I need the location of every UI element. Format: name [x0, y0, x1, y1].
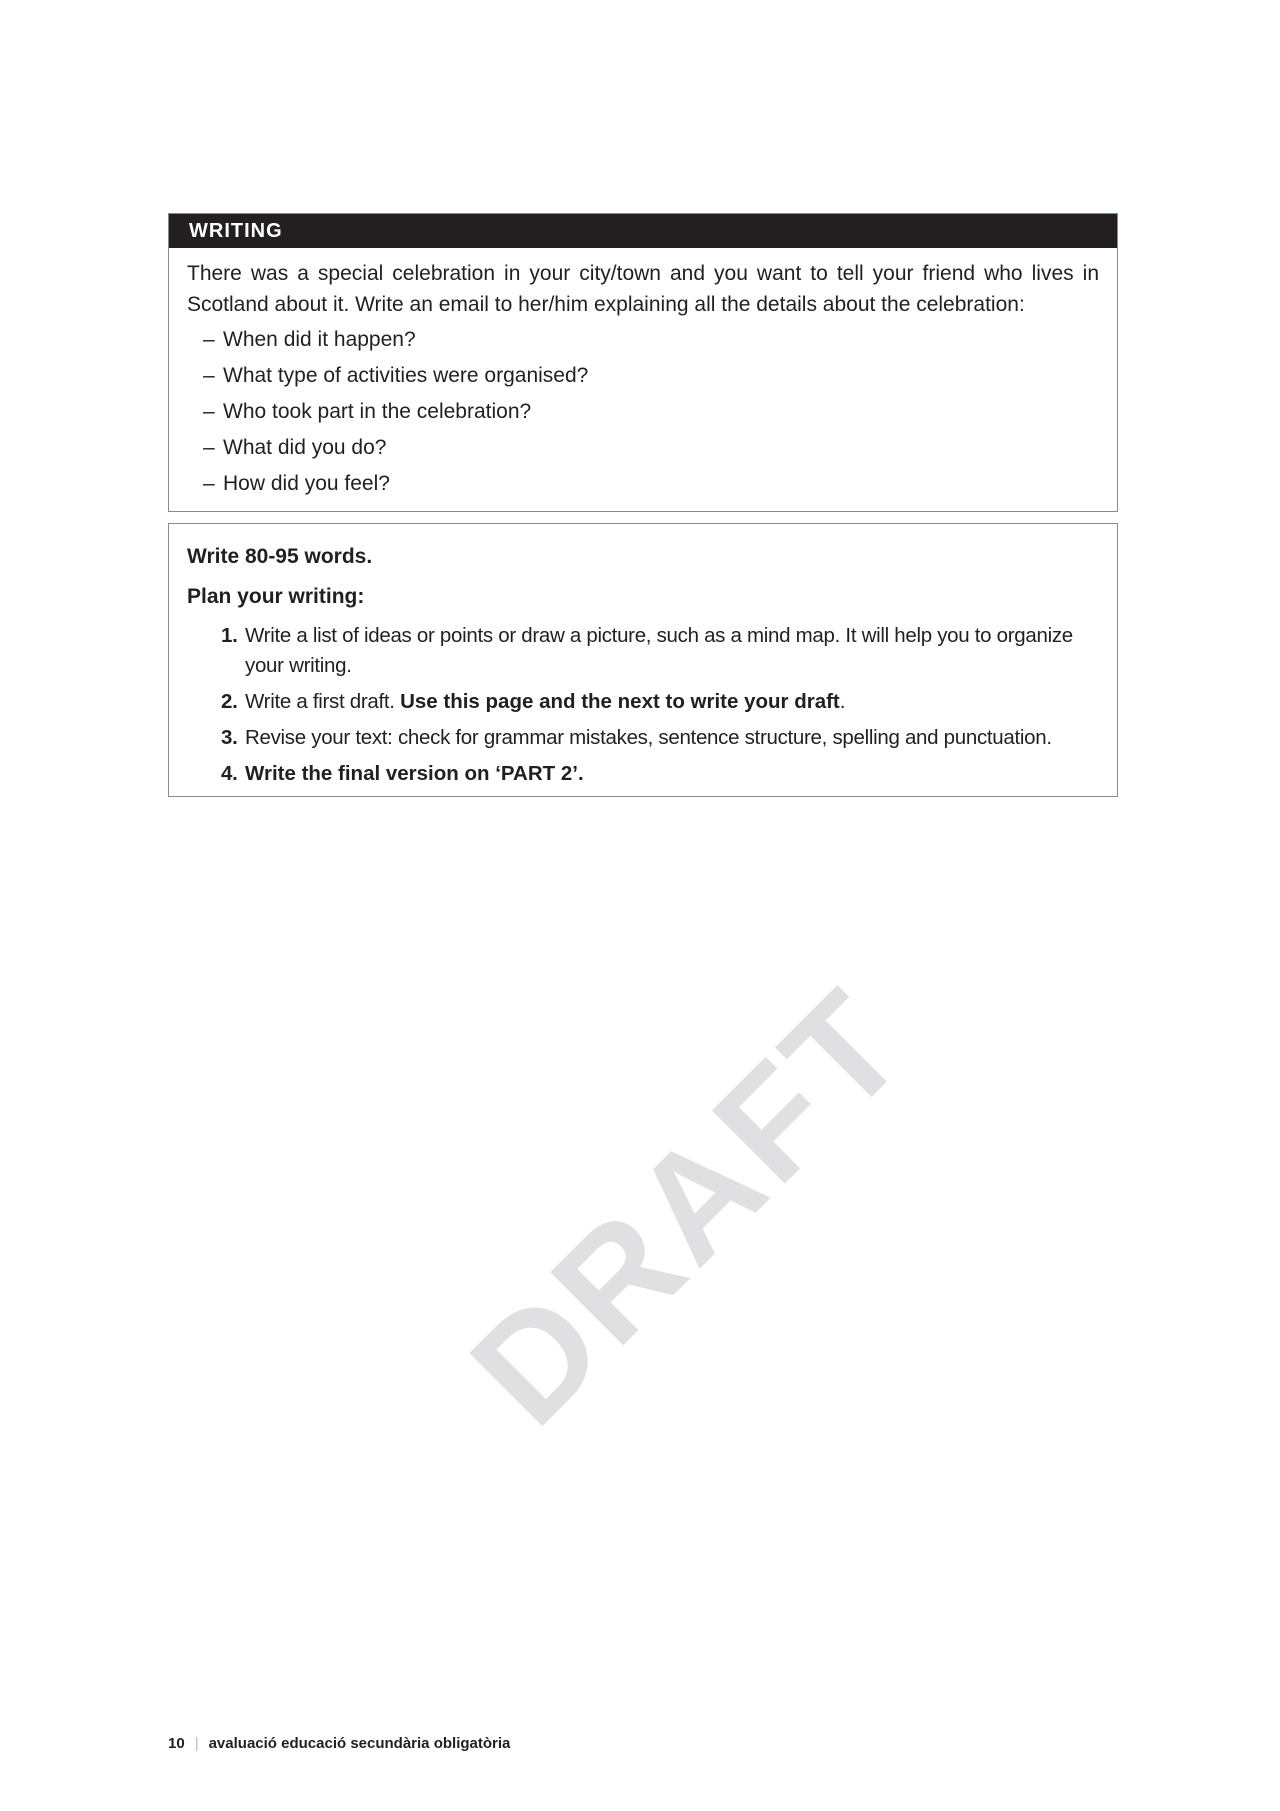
draft-watermark: DRAFT [439, 956, 939, 1456]
step-bold-text: Use this page and the next to write your draft [400, 690, 840, 713]
question-text: When did it happen? [223, 328, 416, 351]
step-3 [221, 723, 1099, 753]
instructions-box [168, 523, 1118, 797]
footer-text: avaluació educació secundària obligatòria [208, 1735, 511, 1752]
step-number: 2. [221, 690, 238, 713]
question-list [203, 322, 1117, 502]
question-text: What did you do? [223, 436, 387, 459]
word-count: Write 80-95 words. [187, 545, 373, 568]
step-text: Write a first draft. [245, 690, 401, 713]
list-item: – What did you do? [203, 436, 387, 459]
step-number: 1. [221, 624, 238, 647]
question-text: How did you feel? [223, 472, 390, 495]
step-4 [221, 759, 1099, 789]
footer-separator: | [194, 1735, 199, 1752]
page-footer [168, 1735, 510, 1752]
step-number: 4. [221, 762, 238, 785]
list-item: – What type of activities were organised? [203, 364, 589, 387]
plan-heading: Plan your writing: [187, 585, 365, 608]
page-number: 10 [168, 1735, 185, 1752]
task-intro: There was a special celebration in your city/town and you want to tell your friend who lives in Scotland about it. Write an email to her/him explaining all the details about the celebration: [187, 262, 1099, 316]
question-text: Who took part in the celebration? [223, 400, 532, 423]
step-2 [221, 687, 1099, 717]
list-item: – How did you feel? [203, 472, 390, 495]
writing-task-box [168, 213, 1118, 512]
step-bold-text: Write the final version on ‘PART 2’. [245, 762, 584, 785]
question-text: What type of activities were organised? [223, 364, 589, 387]
step-text: Revise your text: check for grammar mistakes, sentence structure, spelling and punctuation. [245, 726, 1052, 749]
step-tail: . [839, 690, 846, 713]
list-item: – When did it happen? [203, 328, 416, 351]
list-item: – Who took part in the celebration? [203, 400, 532, 423]
step-1 [221, 621, 1099, 681]
steps-list [221, 621, 1099, 789]
step-number: 3. [221, 726, 238, 749]
section-title: WRITING [169, 214, 1117, 248]
step-text: Write a list of ideas or points or draw a picture, such as a mind map. It will help you to organize your writing. [245, 624, 1073, 677]
